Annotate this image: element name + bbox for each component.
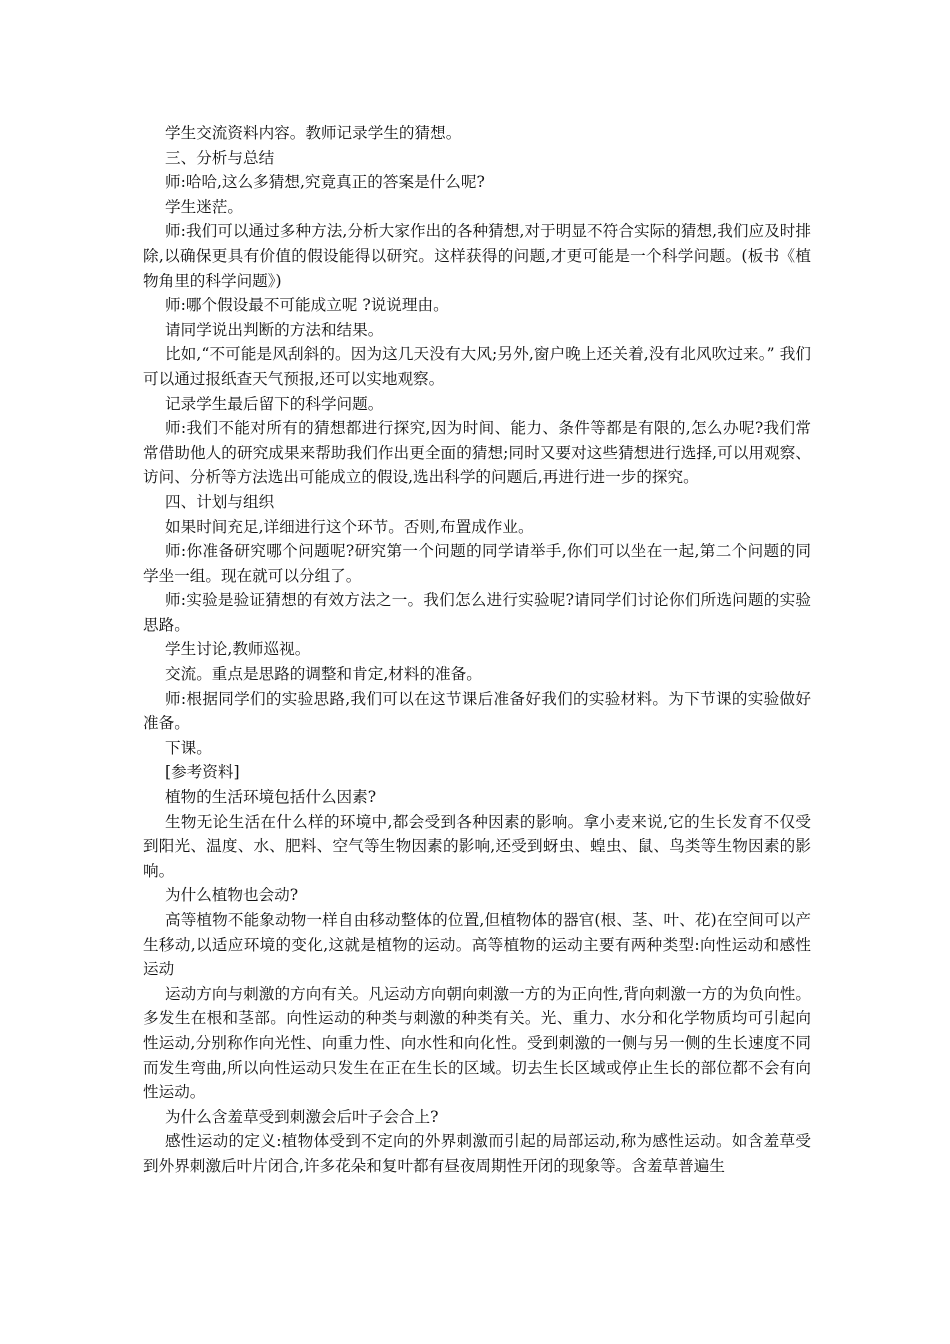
paragraph: 师:根据同学们的实验思路,我们可以在这节课后准备好我们的实验材料。为下节课的实验做好准备。 [143, 689, 811, 733]
paragraph: 师:哪个假设最不可能成立呢 ?说说理由。 [165, 296, 449, 315]
paragraph: 记录学生最后留下的科学问题。 [165, 394, 384, 413]
question-heading: 为什么植物也会动? [165, 886, 299, 905]
paragraph: 学生讨论,教师巡视。 [165, 640, 311, 659]
paragraph: 高等植物不能象动物一样自由移动整体的位置,但植物体的器官(根、茎、叶、花)在空间可以产生移动,以适应环境的变化,这就是植物的运动。高等植物的运动主要有两种类型:向性运动和感性运动 [143, 911, 811, 979]
paragraph: 师:实验是验证猜想的有效方法之一。我们怎么进行实验呢?请同学们讨论你们所选问题的实验思路。 [143, 591, 811, 634]
paragraph: 师:我们不能对所有的猜想都进行探究,因为时间、能力、条件等都是有限的,怎么办呢?我们常常借助他人的研究成果来帮助我们作出更全面的猜想;同时又要对这些猜想进行选择,可以用观察、访问、分析等方法选出可能成立的假设,选出科学的问题后,再进行进一步的探究。 [143, 419, 811, 487]
section-heading: 四、计划与组织 [165, 492, 275, 511]
paragraph: 学生交流资料内容。教师记录学生的猜想。 [165, 124, 462, 142]
paragraph: 下课。 [165, 738, 212, 757]
paragraph: 如果时间充足,详细进行这个环节。否则,布置成作业。 [165, 517, 534, 536]
document-page [143, 121, 811, 1179]
paragraph: 学生迷茫。 [165, 197, 243, 216]
question-heading: 植物的生活环境包括什么因素? [165, 788, 377, 807]
section-heading: 三、分析与总结 [165, 148, 275, 167]
paragraph: 师:我们可以通过多种方法,分析大家作出的各种猜想,对于明显不符合实际的猜想,我们应及时排除,以确保更具有价值的假设能得以研究。这样获得的问题,才更可能是一个科学问题。(板书《植物角里的科学问题》) [143, 222, 811, 290]
paragraph: 比如,“不可能是风刮斜的。因为这几天没有大风;另外,窗户晚上还关着,没有北风吹过来。” 我们可以通过报纸查天气预报,还可以实地观察。 [143, 345, 811, 388]
paragraph: 感性运动的定义:植物体受到不定向的外界刺激而引起的局部运动,称为感性运动。如含羞草受到外界刺激后叶片闭合,许多花朵和复叶都有昼夜周期性开闭的现象等。含羞草普遍生 [143, 1132, 811, 1175]
reference-heading: [参考资料] [165, 763, 240, 782]
paragraph: 师:哈哈,这么多猜想,究竟真正的答案是什么呢? [165, 173, 485, 192]
paragraph: 请同学说出判断的方法和结果。 [165, 320, 384, 339]
question-heading: 为什么含羞草受到刺激会后叶子会合上? [165, 1107, 439, 1126]
paragraph: 交流。重点是思路的调整和肯定,材料的准备。 [165, 665, 482, 684]
paragraph: 运动方向与刺激的方向有关。凡运动方向朝向刺激一方的为正向性,背向刺激一方的为负向性。多发生在根和茎部。向性运动的种类与刺激的种类有关。光、重力、水分和化学物质均可引起向性运动,分别称作向光性、向重力性、向水性和向化性。受到刺激的一侧与另一侧的生长速度不同而发生弯曲,所以向性运动只发生在正在生长的区域。切去生长区域或停止生长的部位都不会有向性运动。 [143, 984, 811, 1102]
paragraph: 师:你准备研究哪个问题呢?研究第一个问题的同学请举手,你们可以坐在一起,第二个问题的同学坐一组。现在就可以分组了。 [143, 542, 811, 585]
paragraph: 生物无论生活在什么样的环境中,都会受到各种因素的影响。拿小麦来说,它的生长发育不仅受到阳光、温度、水、肥料、空气等生物因素的影响,还受到蚜虫、蝗虫、鼠、鸟类等生物因素的影响。 [143, 812, 811, 880]
